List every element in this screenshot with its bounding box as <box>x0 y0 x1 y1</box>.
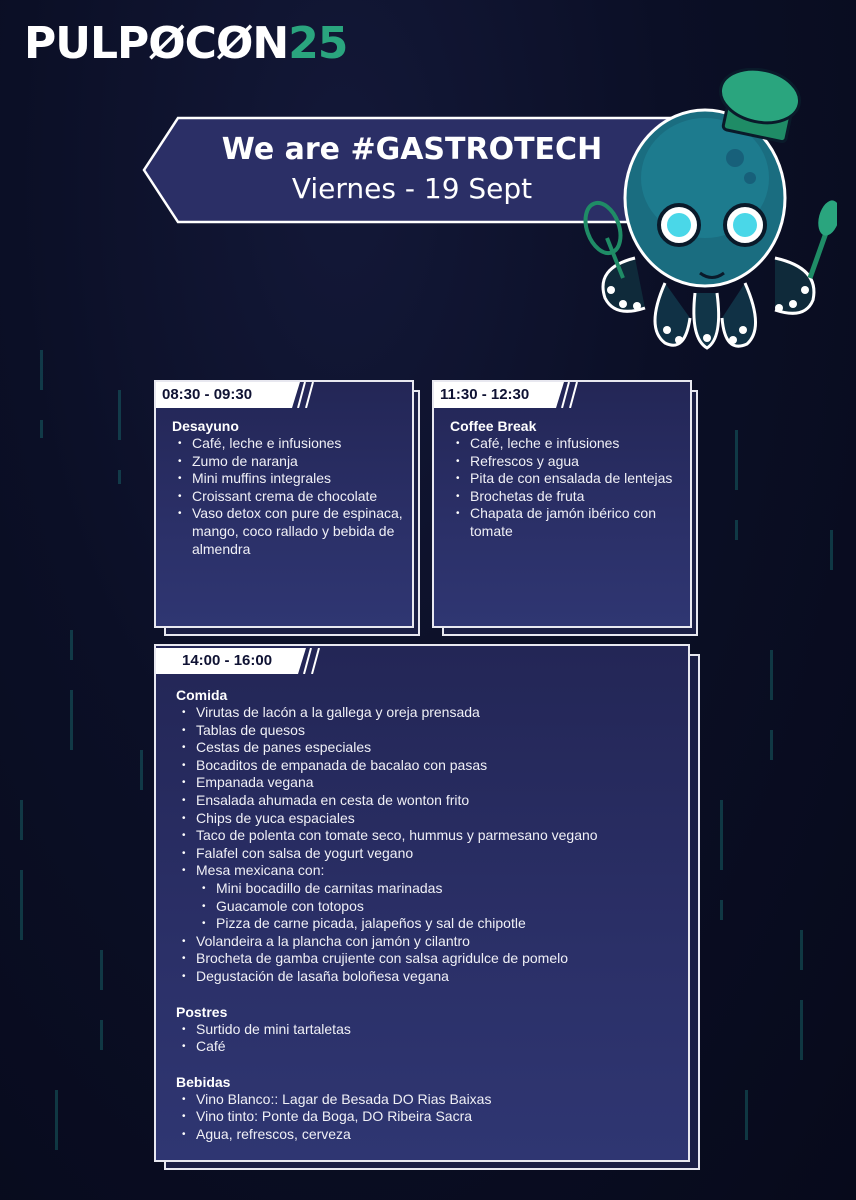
list-item: • Empanada vegana <box>176 774 676 792</box>
list-item: • Falafel con salsa de yogurt vegano <box>176 845 676 863</box>
list-item: • Mesa mexicana con: <box>176 862 676 880</box>
logo-wordmark: PULPØCØN <box>24 18 289 69</box>
lunch-card <box>154 644 700 1170</box>
list-item: • Café, leche e infusiones <box>172 435 404 453</box>
list-item: • Mini muffins integrales <box>172 470 404 488</box>
list-item: • Vino tinto: Ponte da Boga, DO Ribeira Sacra <box>176 1108 676 1126</box>
breakfast-time: 08:30 - 09:30 <box>162 386 253 403</box>
list-item: • Volandeira a la plancha con jamón y cilantro <box>176 933 676 951</box>
coffee-time-tab <box>434 382 556 408</box>
list-item: • Agua, refrescos, cerveza <box>176 1126 676 1144</box>
lunch-title: Comida <box>176 687 228 703</box>
list-item: • Chapata de jamón ibérico con tomate <box>450 505 682 540</box>
octopus-chef-icon <box>575 68 837 360</box>
tab-stripes-icon <box>556 382 582 408</box>
list-item: • Bocaditos de empanada de bacalao con pasas <box>176 757 676 775</box>
breakfast-title: Desayuno <box>172 418 239 434</box>
breakfast-card <box>154 380 420 636</box>
desserts-list <box>176 1021 676 1056</box>
banner-title: We are #GASTROTECH <box>221 132 603 167</box>
list-item: • Cestas de panes especiales <box>176 739 676 757</box>
list-item: • Brochetas de fruta <box>450 488 682 506</box>
coffee-title: Coffee Break <box>450 418 537 434</box>
list-item: • Vaso detox con pure de espinaca, mango, coco rallado y bebida de almendra <box>172 505 404 558</box>
event-logo <box>24 18 348 69</box>
list-item: • Chips de yuca espaciales <box>176 810 676 828</box>
list-item: • Surtido de mini tartaletas <box>176 1021 676 1039</box>
list-item: • Pita de con ensalada de lentejas <box>450 470 682 488</box>
coffee-time: 11:30 - 12:30 <box>440 386 530 403</box>
list-item: • Tablas de quesos <box>176 722 676 740</box>
list-item: • Degustación de lasaña boloñesa vegana <box>176 968 676 986</box>
tab-stripes-icon <box>298 648 324 674</box>
tab-stripes-icon <box>292 382 318 408</box>
list-item: • Zumo de naranja <box>172 453 404 471</box>
lunch-time: 14:00 - 16:00 <box>182 652 273 669</box>
sub-list-item: • Pizza de carne picada, jalapeños y sal de chipotle <box>176 915 676 933</box>
list-item: • Café <box>176 1038 676 1056</box>
logo-year: 25 <box>288 18 348 69</box>
list-item: • Vino Blanco:: Lagar de Besada DO Rias Baixas <box>176 1091 676 1109</box>
list-item: • Brocheta de gamba crujiente con salsa agridulce de pomelo <box>176 950 676 968</box>
lunch-time-tab <box>156 648 298 674</box>
list-item: • Virutas de lacón a la gallega y oreja prensada <box>176 704 676 722</box>
list-item: • Ensalada ahumada en cesta de wonton frito <box>176 792 676 810</box>
list-item: • Taco de polenta con tomate seco, hummus y parmesano vegano <box>176 827 676 845</box>
sub-list-item: • Mini bocadillo de carnitas marinadas <box>176 880 676 898</box>
breakfast-time-tab <box>156 382 292 408</box>
list-item: • Refrescos y agua <box>450 453 682 471</box>
lunch-list <box>176 704 676 986</box>
breakfast-list <box>172 435 404 558</box>
banner-date: Viernes - 19 Sept <box>291 172 533 205</box>
drinks-list <box>176 1091 676 1144</box>
list-item: • Croissant crema de chocolate <box>172 488 404 506</box>
desserts-title: Postres <box>176 1003 228 1020</box>
drinks-title: Bebidas <box>176 1073 231 1090</box>
coffee-break-card <box>432 380 698 636</box>
list-item: • Café, leche e infusiones <box>450 435 682 453</box>
coffee-list <box>450 435 682 541</box>
sub-list-item: • Guacamole con totopos <box>176 898 676 916</box>
